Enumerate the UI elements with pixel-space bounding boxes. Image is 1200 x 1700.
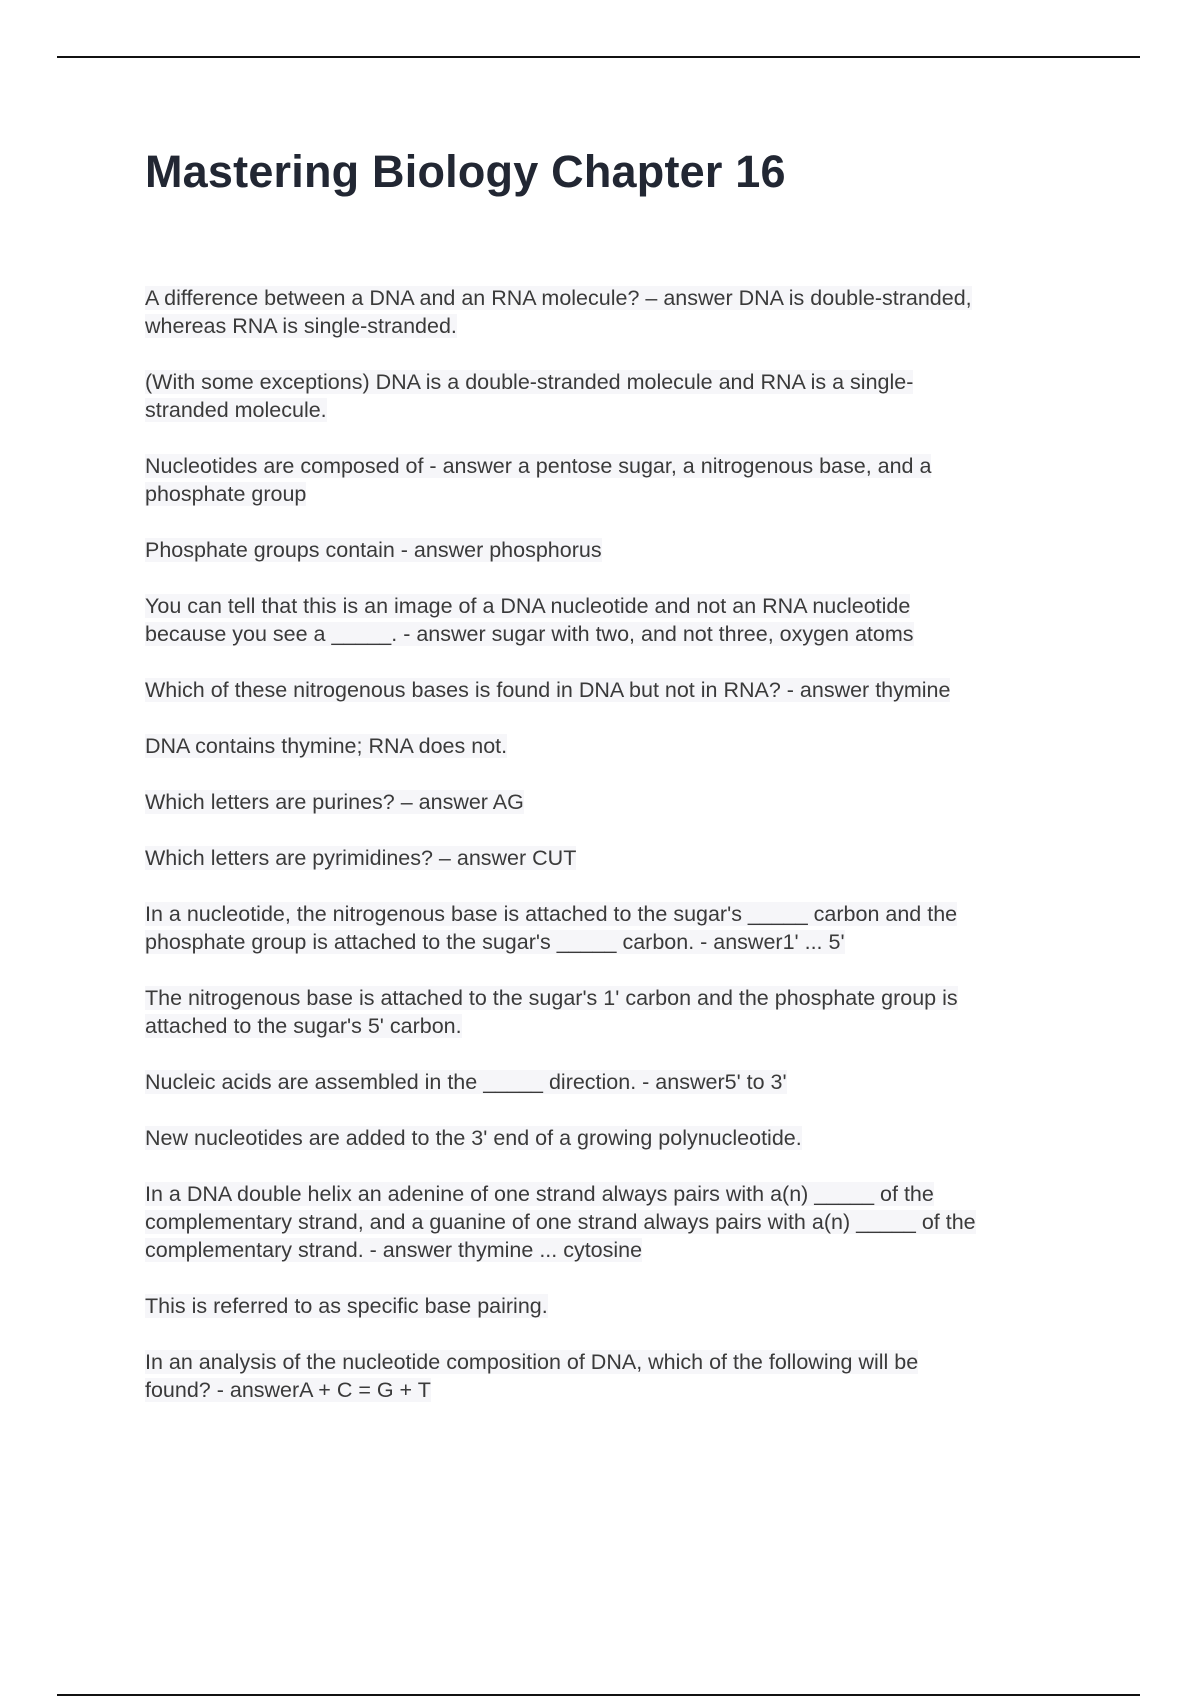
paragraph-line (145, 452, 1105, 480)
line-text: Which letters are purines? – answer AG (145, 790, 524, 814)
qa-paragraph (145, 1124, 1105, 1152)
paragraph-line (145, 1124, 1105, 1152)
bottom-rule (57, 1694, 1140, 1696)
paragraph-line (145, 1348, 1105, 1376)
line-text: complementary strand, and a guanine of one strand always pairs with a(n) _____ of the (145, 1210, 976, 1234)
line-text: complementary strand. - answer thymine ... cytosine (145, 1238, 643, 1262)
qa-paragraph (145, 900, 1105, 956)
line-text: Which letters are pyrimidines? – answer CUT (145, 846, 577, 870)
line-text: In an analysis of the nucleotide composition of DNA, which of the following will be (145, 1350, 919, 1374)
qa-paragraph (145, 284, 1105, 340)
qa-paragraph (145, 368, 1105, 424)
paragraph-line (145, 732, 1105, 760)
qa-paragraph (145, 844, 1105, 872)
paragraph-line (145, 1208, 1105, 1236)
qa-paragraph (145, 1348, 1105, 1404)
line-text: You can tell that this is an image of a DNA nucleotide and not an RNA nucleotide (145, 594, 911, 618)
line-text: Nucleic acids are assembled in the _____ direction. - answer5' to 3' (145, 1070, 787, 1094)
qa-paragraph (145, 1180, 1105, 1264)
paragraph-line (145, 1068, 1105, 1096)
paragraph-line (145, 984, 1105, 1012)
line-text: whereas RNA is single-stranded. (145, 314, 457, 338)
line-text: (With some exceptions) DNA is a double-stranded molecule and RNA is a single- (145, 370, 914, 394)
qa-paragraph (145, 452, 1105, 508)
qa-paragraph (145, 788, 1105, 816)
paragraph-line (145, 480, 1105, 508)
line-text: In a DNA double helix an adenine of one strand always pairs with a(n) _____ of the (145, 1182, 934, 1206)
paragraph-line (145, 844, 1105, 872)
paragraph-line (145, 1236, 1105, 1264)
paragraph-line (145, 928, 1105, 956)
paragraph-line (145, 900, 1105, 928)
paragraph-line (145, 368, 1105, 396)
line-text: found? - answerA + C = G + T (145, 1378, 431, 1402)
line-text: phosphate group (145, 482, 307, 506)
qa-paragraph (145, 984, 1105, 1040)
qa-paragraph (145, 1068, 1105, 1096)
qa-paragraph (145, 732, 1105, 760)
line-text: because you see a _____. - answer sugar with two, and not three, oxygen atoms (145, 622, 914, 646)
line-text: Phosphate groups contain - answer phosphorus (145, 538, 602, 562)
line-text: A difference between a DNA and an RNA molecule? – answer DNA is double-stranded, (145, 286, 972, 310)
paragraph-line (145, 1376, 1105, 1404)
qa-paragraph (145, 592, 1105, 648)
paragraph-line (145, 1012, 1105, 1040)
line-text: attached to the sugar's 5' carbon. (145, 1014, 462, 1038)
paragraph-line (145, 536, 1105, 564)
page-title: Mastering Biology Chapter 16 (145, 146, 786, 197)
line-text: This is referred to as specific base pairing. (145, 1294, 548, 1318)
line-text: Which of these nitrogenous bases is found in DNA but not in RNA? - answer thymine (145, 678, 951, 702)
paragraph-line (145, 592, 1105, 620)
paragraph-line (145, 1292, 1105, 1320)
paragraph-line (145, 788, 1105, 816)
paragraph-line (145, 312, 1105, 340)
line-text: DNA contains thymine; RNA does not. (145, 734, 508, 758)
line-text: phosphate group is attached to the sugar's _____ carbon. - answer1' ... 5' (145, 930, 845, 954)
line-text: New nucleotides are added to the 3' end of a growing polynucleotide. (145, 1126, 802, 1150)
top-rule (57, 56, 1140, 58)
paragraph-line (145, 284, 1105, 312)
qa-paragraph (145, 536, 1105, 564)
line-text: The nitrogenous base is attached to the sugar's 1' carbon and the phosphate group is (145, 986, 958, 1010)
paragraph-line (145, 396, 1105, 424)
document-body (145, 284, 1105, 1432)
qa-paragraph (145, 676, 1105, 704)
line-text: In a nucleotide, the nitrogenous base is attached to the sugar's _____ carbon and the (145, 902, 958, 926)
line-text: stranded molecule. (145, 398, 327, 422)
paragraph-line (145, 676, 1105, 704)
paragraph-line (145, 620, 1105, 648)
line-text: Nucleotides are composed of - answer a pentose sugar, a nitrogenous base, and a (145, 454, 932, 478)
paragraph-line (145, 1180, 1105, 1208)
qa-paragraph (145, 1292, 1105, 1320)
